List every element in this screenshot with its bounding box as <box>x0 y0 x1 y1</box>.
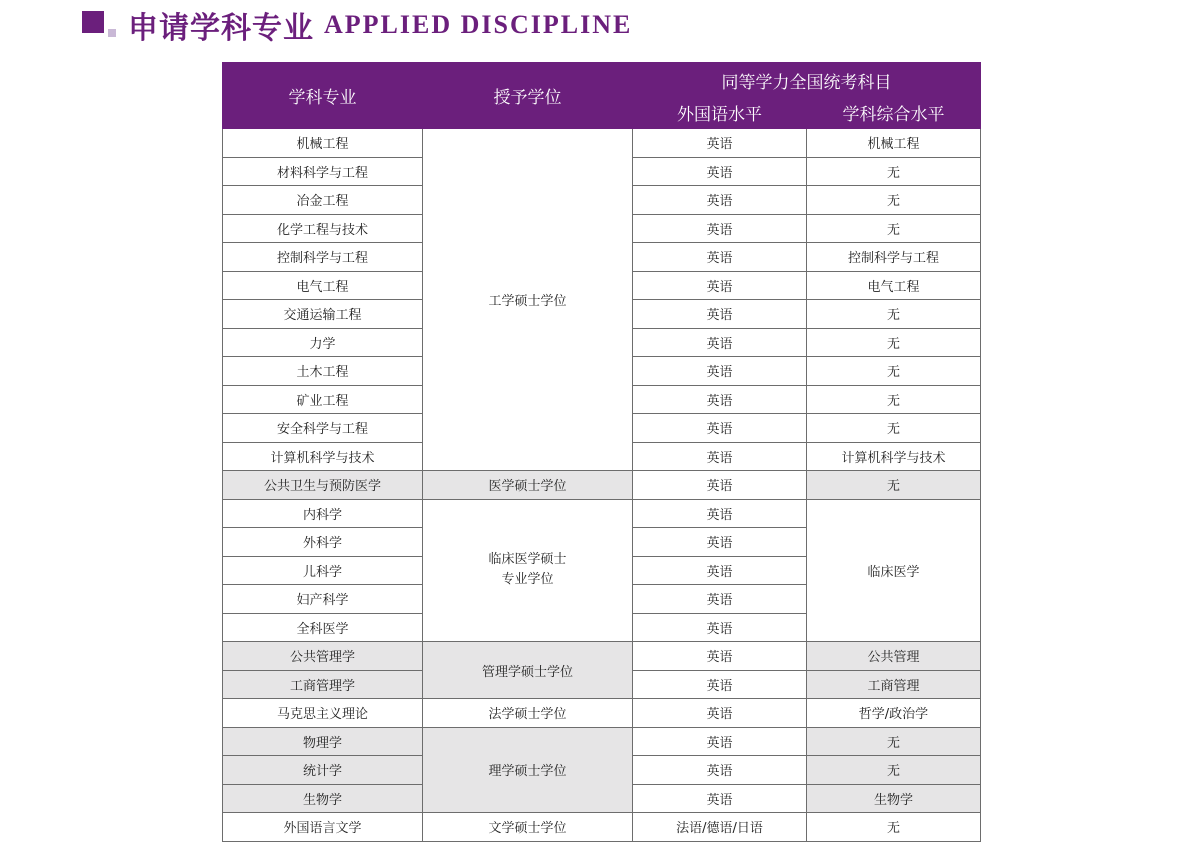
subject-cell: 计算机科学与技术 <box>223 442 423 471</box>
table-row <box>223 499 981 528</box>
foreign-cell: 英语 <box>633 613 807 642</box>
table-row <box>223 727 981 756</box>
foreign-cell: 英语 <box>633 328 807 357</box>
comprehensive-cell: 无 <box>807 357 981 386</box>
foreign-cell: 英语 <box>633 442 807 471</box>
header-comprehensive: 学科综合水平 <box>807 97 981 129</box>
comprehensive-cell: 无 <box>807 214 981 243</box>
comprehensive-cell: 无 <box>807 813 981 842</box>
subject-cell: 外国语言文学 <box>223 813 423 842</box>
comprehensive-cell: 无 <box>807 300 981 329</box>
foreign-cell: 英语 <box>633 784 807 813</box>
table-row <box>223 699 981 728</box>
header-exam-group: 同等学力全国统考科目 <box>633 63 981 98</box>
subject-cell: 冶金工程 <box>223 186 423 215</box>
foreign-cell: 英语 <box>633 385 807 414</box>
foreign-cell: 英语 <box>633 699 807 728</box>
subject-cell: 机械工程 <box>223 129 423 158</box>
subject-cell: 儿科学 <box>223 556 423 585</box>
subject-cell: 全科医学 <box>223 613 423 642</box>
subject-cell: 公共管理学 <box>223 642 423 671</box>
subject-cell: 公共卫生与预防医学 <box>223 471 423 500</box>
comprehensive-cell: 无 <box>807 727 981 756</box>
foreign-cell: 英语 <box>633 271 807 300</box>
table-row <box>223 471 981 500</box>
subject-cell: 安全科学与工程 <box>223 414 423 443</box>
subject-cell: 控制科学与工程 <box>223 243 423 272</box>
foreign-cell: 英语 <box>633 556 807 585</box>
comprehensive-cell: 无 <box>807 471 981 500</box>
subject-cell: 交通运输工程 <box>223 300 423 329</box>
foreign-cell: 英语 <box>633 528 807 557</box>
degree-cell: 管理学硕士学位 <box>423 642 633 699</box>
degree-line: 临床医学硕士 <box>488 552 567 568</box>
comprehensive-cell: 公共管理 <box>807 642 981 671</box>
table-row <box>223 813 981 842</box>
subject-cell: 生物学 <box>223 784 423 813</box>
comprehensive-cell: 临床医学 <box>807 499 981 642</box>
section-header <box>82 4 632 46</box>
foreign-cell: 英语 <box>633 414 807 443</box>
section-title-en: APPLIED DISCIPLINE <box>324 10 633 39</box>
foreign-cell: 英语 <box>633 214 807 243</box>
degree-cell: 法学硕士学位 <box>423 699 633 728</box>
comprehensive-cell: 工商管理 <box>807 670 981 699</box>
comprehensive-cell: 无 <box>807 328 981 357</box>
comprehensive-cell: 机械工程 <box>807 129 981 158</box>
foreign-cell: 英语 <box>633 727 807 756</box>
foreign-cell: 英语 <box>633 300 807 329</box>
foreign-cell: 英语 <box>633 186 807 215</box>
subject-cell: 工商管理学 <box>223 670 423 699</box>
subject-cell: 力学 <box>223 328 423 357</box>
foreign-cell: 英语 <box>633 129 807 158</box>
foreign-cell: 英语 <box>633 642 807 671</box>
subject-cell: 土木工程 <box>223 357 423 386</box>
subject-cell: 马克思主义理论 <box>223 699 423 728</box>
comprehensive-cell: 无 <box>807 385 981 414</box>
subject-cell: 矿业工程 <box>223 385 423 414</box>
degree-cell: 理学硕士学位 <box>423 727 633 813</box>
comprehensive-cell: 生物学 <box>807 784 981 813</box>
foreign-cell: 英语 <box>633 471 807 500</box>
section-title-cn: 申请学科专业 <box>128 11 314 46</box>
degree-cell: 工学硕士学位 <box>423 129 633 471</box>
subject-cell: 妇产科学 <box>223 585 423 614</box>
foreign-cell: 英语 <box>633 357 807 386</box>
subject-cell: 电气工程 <box>223 271 423 300</box>
discipline-table <box>222 62 981 842</box>
subject-cell: 材料科学与工程 <box>223 157 423 186</box>
subject-cell: 内科学 <box>223 499 423 528</box>
comprehensive-cell: 无 <box>807 414 981 443</box>
comprehensive-cell: 计算机科学与技术 <box>807 442 981 471</box>
foreign-cell: 英语 <box>633 157 807 186</box>
foreign-cell: 英语 <box>633 756 807 785</box>
comprehensive-cell: 无 <box>807 756 981 785</box>
foreign-cell: 法语/德语/日语 <box>633 813 807 842</box>
square-bullet-icon <box>82 7 118 43</box>
degree-cell <box>423 499 633 642</box>
comprehensive-cell: 哲学/政治学 <box>807 699 981 728</box>
foreign-cell: 英语 <box>633 499 807 528</box>
comprehensive-cell: 电气工程 <box>807 271 981 300</box>
header-degree: 授予学位 <box>423 63 633 129</box>
comprehensive-cell: 无 <box>807 157 981 186</box>
header-subject: 学科专业 <box>223 63 423 129</box>
subject-cell: 外科学 <box>223 528 423 557</box>
foreign-cell: 英语 <box>633 585 807 614</box>
subject-cell: 统计学 <box>223 756 423 785</box>
foreign-cell: 英语 <box>633 670 807 699</box>
foreign-cell: 英语 <box>633 243 807 272</box>
table-row <box>223 129 981 158</box>
header-foreign-language: 外国语水平 <box>633 97 807 129</box>
subject-cell: 化学工程与技术 <box>223 214 423 243</box>
comprehensive-cell: 控制科学与工程 <box>807 243 981 272</box>
subject-cell: 物理学 <box>223 727 423 756</box>
table-row <box>223 642 981 671</box>
comprehensive-cell: 无 <box>807 186 981 215</box>
degree-cell: 医学硕士学位 <box>423 471 633 500</box>
degree-cell: 文学硕士学位 <box>423 813 633 842</box>
degree-line: 专业学位 <box>501 572 554 588</box>
